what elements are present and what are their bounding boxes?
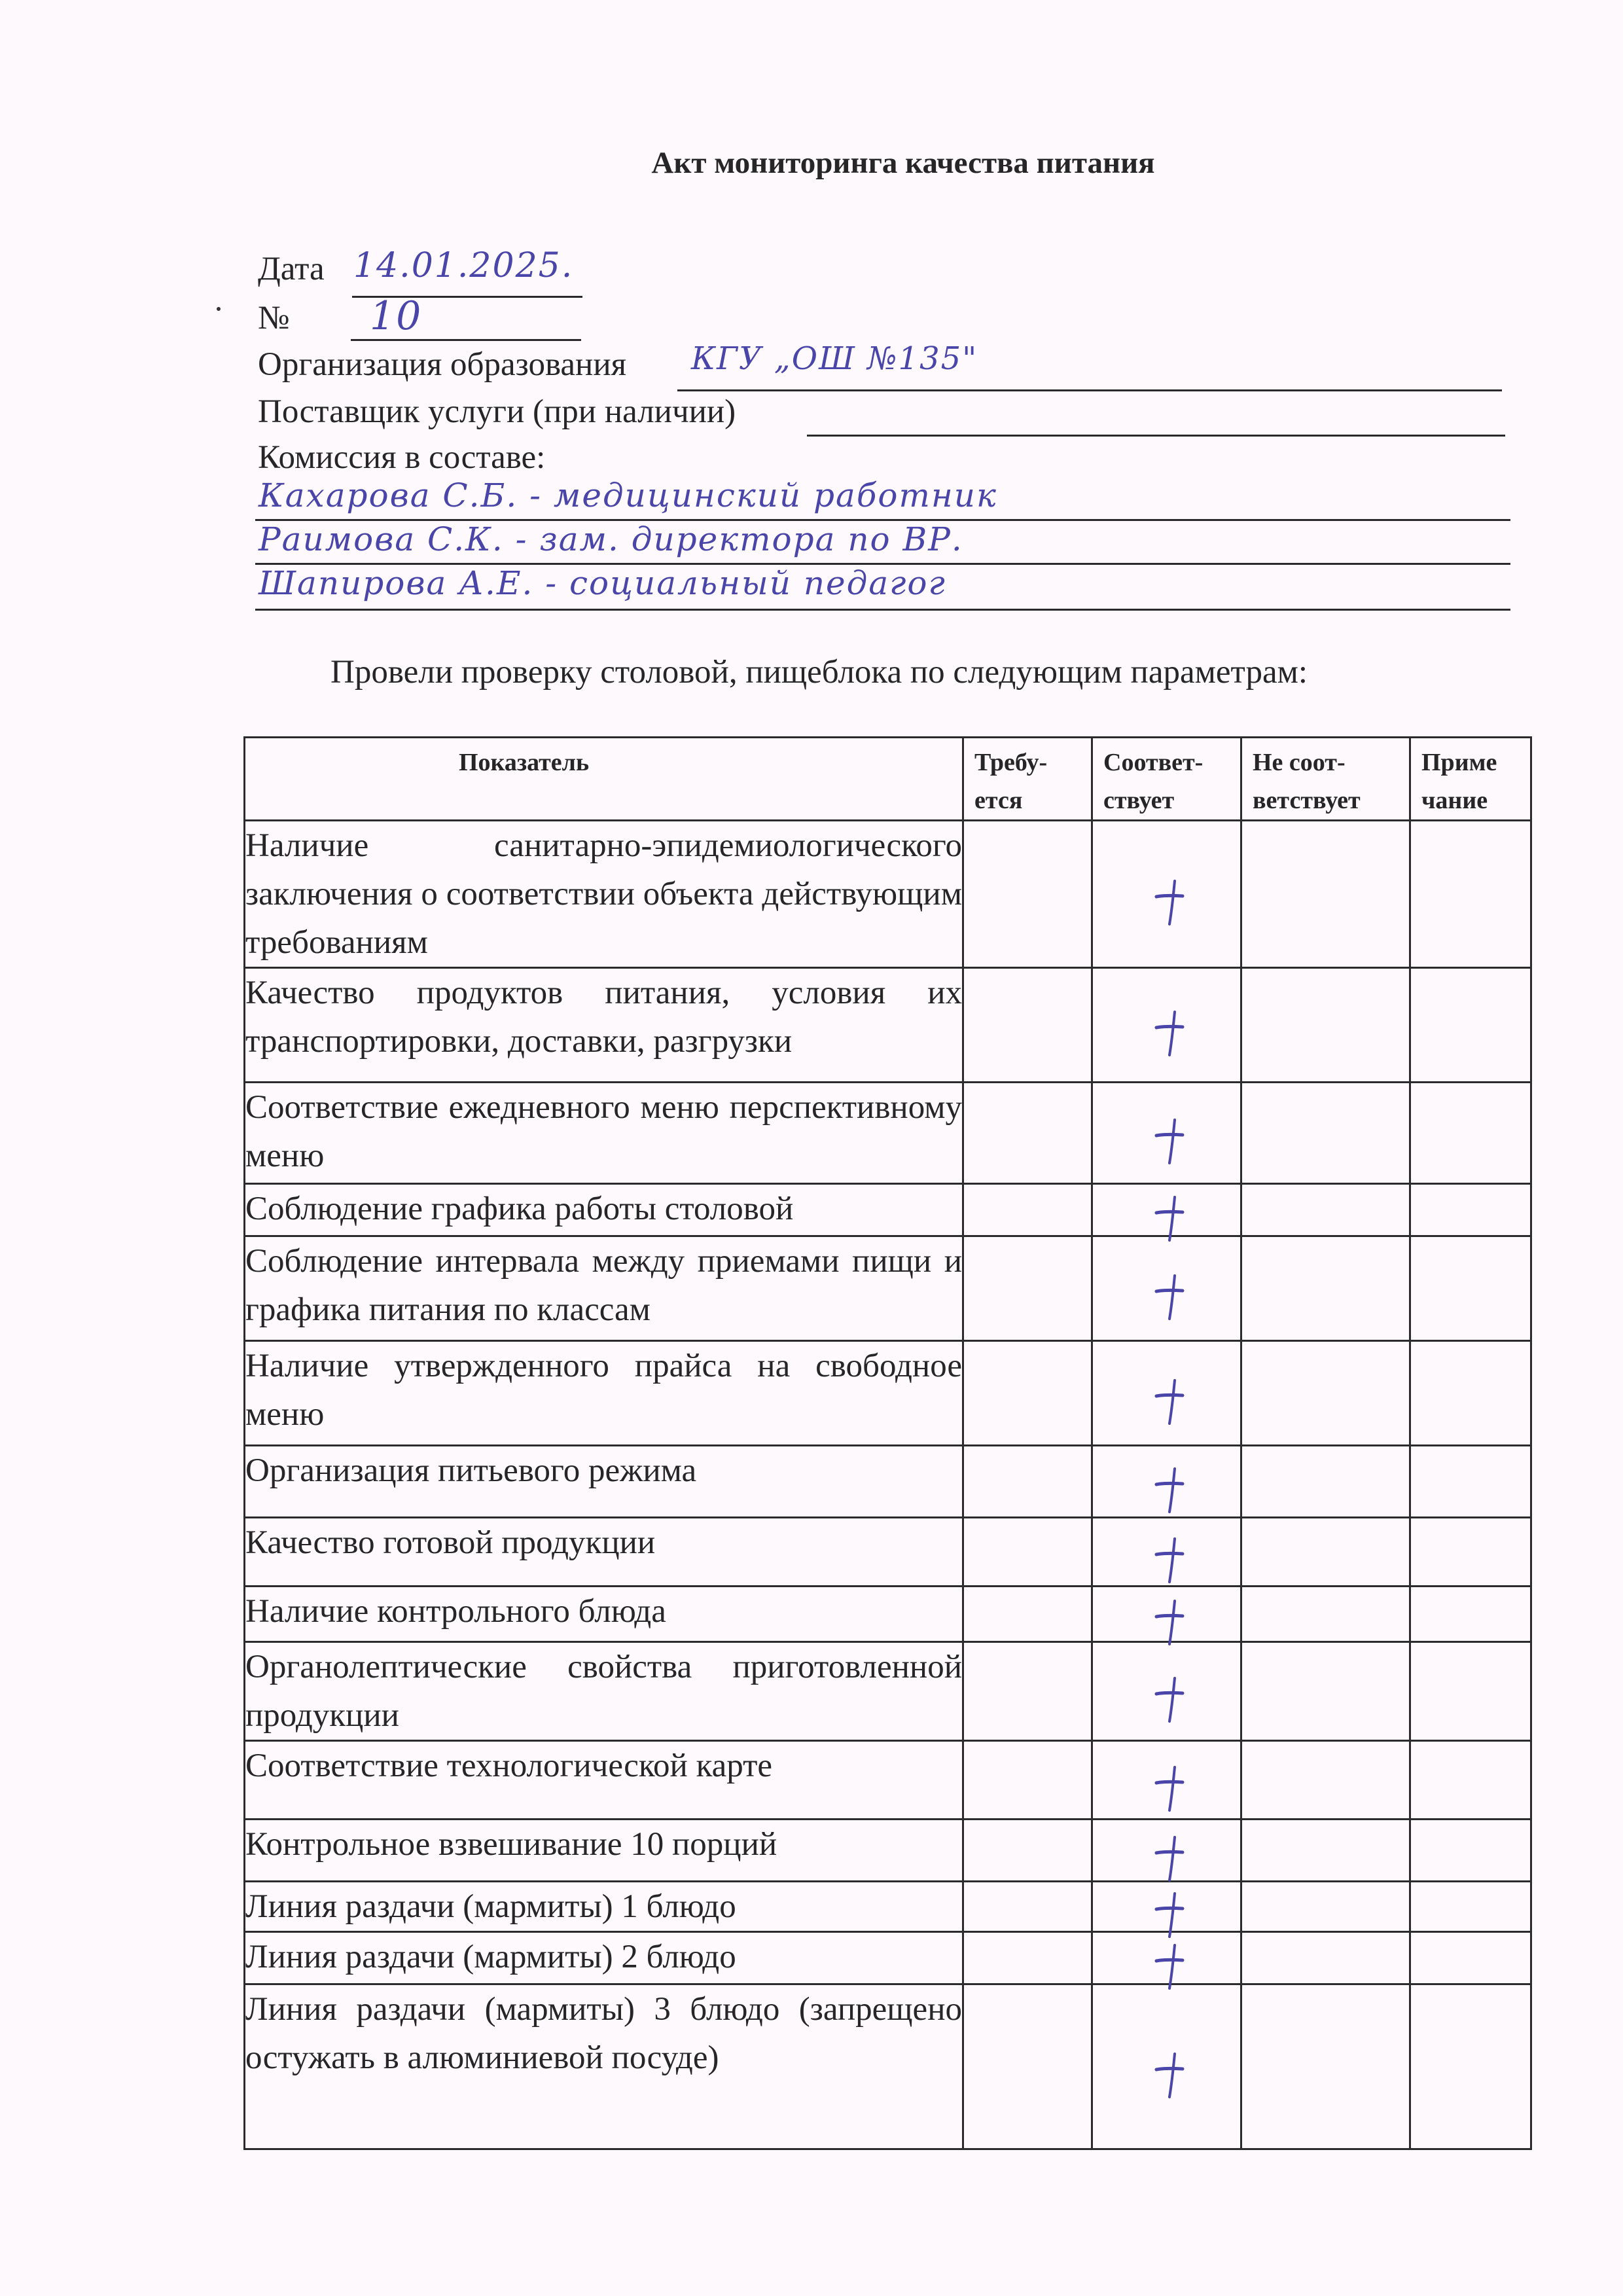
compliant-cell[interactable] xyxy=(1092,1932,1241,1984)
number-underline xyxy=(351,339,581,341)
indicator-cell: Соответствие ежедневного меню перспективному меню xyxy=(245,1083,963,1184)
commission-member-2[interactable]: Раимова С.К. - зам. директора по ВР. xyxy=(259,520,963,558)
non-compliant-cell[interactable] xyxy=(1241,1882,1410,1932)
note-cell[interactable] xyxy=(1410,1518,1531,1587)
commission-line-3 xyxy=(255,609,1510,611)
non-compliant-cell[interactable] xyxy=(1241,1446,1410,1518)
handwritten-plus-icon xyxy=(1152,2053,1189,2098)
compliant-cell[interactable] xyxy=(1092,1341,1241,1446)
non-compliant-cell[interactable] xyxy=(1241,1184,1410,1236)
handwritten-plus-icon xyxy=(1152,1011,1189,1056)
table-row xyxy=(245,1341,1531,1446)
non-compliant-cell[interactable] xyxy=(1241,1932,1410,1984)
required-cell[interactable] xyxy=(963,1083,1092,1184)
required-cell[interactable] xyxy=(963,1820,1092,1882)
note-cell[interactable] xyxy=(1410,1184,1531,1236)
indicator-cell: Линия раздачи (мармиты) 2 блюдо xyxy=(245,1932,963,1984)
indicator-cell: Органолептические свойства приготовленной продукции xyxy=(245,1642,963,1741)
required-cell[interactable] xyxy=(963,1741,1092,1820)
supplier-label: Поставщик услуги (при наличии) xyxy=(258,393,736,430)
handwritten-plus-icon xyxy=(1152,1766,1189,1812)
handwritten-plus-icon xyxy=(1152,1892,1189,1938)
note-cell[interactable] xyxy=(1410,1341,1531,1446)
header-required-line1: Требу- xyxy=(974,749,1048,776)
non-compliant-cell[interactable] xyxy=(1241,1236,1410,1341)
inspection-table xyxy=(243,736,1532,2150)
document-title: Акт мониторинга качества питания xyxy=(651,146,1155,180)
handwritten-plus-icon xyxy=(1152,1600,1189,1645)
handwritten-plus-icon xyxy=(1152,1467,1189,1513)
note-cell[interactable] xyxy=(1410,968,1531,1083)
compliant-cell[interactable] xyxy=(1092,1518,1241,1587)
note-cell[interactable] xyxy=(1410,1446,1531,1518)
indicator-cell: Соответствие технологической карте xyxy=(245,1741,963,1820)
non-compliant-cell[interactable] xyxy=(1241,1518,1410,1587)
note-cell[interactable] xyxy=(1410,1083,1531,1184)
non-compliant-cell[interactable] xyxy=(1241,1083,1410,1184)
indicator-cell: Наличие контрольного блюда xyxy=(245,1587,963,1642)
compliant-cell[interactable] xyxy=(1092,1642,1241,1741)
header-non-compliant xyxy=(1241,738,1410,821)
handwritten-plus-icon xyxy=(1152,1274,1189,1320)
header-compliant-line1: Соответ- xyxy=(1103,749,1204,776)
header-non-compliant-line1: Не соот- xyxy=(1253,749,1346,776)
required-cell[interactable] xyxy=(963,1184,1092,1236)
header-indicator: Показатель xyxy=(245,738,963,821)
header-non-compliant-line2: ветствует xyxy=(1253,787,1361,814)
non-compliant-cell[interactable] xyxy=(1241,1341,1410,1446)
note-cell[interactable] xyxy=(1410,1587,1531,1642)
header-compliant-line2: ствует xyxy=(1103,787,1175,814)
non-compliant-cell[interactable] xyxy=(1241,1587,1410,1642)
compliant-cell[interactable] xyxy=(1092,1882,1241,1932)
table-row xyxy=(245,1820,1531,1882)
table-row xyxy=(245,1236,1531,1341)
indicator-cell: Соблюдение графика работы столовой xyxy=(245,1184,963,1236)
indicator-cell: Линия раздачи (мармиты) 1 блюдо xyxy=(245,1882,963,1932)
header-note-line1: Приме xyxy=(1421,749,1497,776)
commission-member-1[interactable]: Кахарова С.Б. - медицинский работник xyxy=(259,476,997,514)
table-row xyxy=(245,821,1531,968)
note-cell[interactable] xyxy=(1410,1236,1531,1341)
compliant-cell[interactable] xyxy=(1092,1587,1241,1642)
non-compliant-cell[interactable] xyxy=(1241,1984,1410,2149)
indicator-cell: Качество продуктов питания, условия их транспортировки, доставки, разгрузки xyxy=(245,968,963,1083)
table-row xyxy=(245,1446,1531,1518)
compliant-cell[interactable] xyxy=(1092,1083,1241,1184)
indicator-cell: Наличие утвержденного прайса на свободное меню xyxy=(245,1341,963,1446)
non-compliant-cell[interactable] xyxy=(1241,1741,1410,1820)
required-cell[interactable] xyxy=(963,968,1092,1083)
indicator-cell: Контрольное взвешивание 10 порций xyxy=(245,1820,963,1882)
handwritten-plus-icon xyxy=(1152,880,1189,925)
organization-underline xyxy=(677,389,1502,391)
intro-text: Провели проверку столовой, пищеблока по следующим параметрам: xyxy=(330,654,1308,691)
header-note-line2: чание xyxy=(1421,787,1488,814)
number-label: № xyxy=(258,300,290,336)
required-cell[interactable] xyxy=(963,1236,1092,1341)
header-compliant xyxy=(1092,738,1241,821)
organization-value[interactable]: КГУ „ОШ №135" xyxy=(691,340,978,377)
required-cell[interactable] xyxy=(963,821,1092,968)
compliant-cell[interactable] xyxy=(1092,1820,1241,1882)
handwritten-plus-icon xyxy=(1152,1379,1189,1425)
commission-label: Комиссия в составе: xyxy=(258,439,546,476)
table-row xyxy=(245,1741,1531,1820)
header-note xyxy=(1410,738,1531,821)
handwritten-plus-icon xyxy=(1152,1119,1189,1164)
compliant-cell[interactable] xyxy=(1092,1984,1241,2149)
required-cell[interactable] xyxy=(963,1984,1092,2149)
table-row xyxy=(245,1882,1531,1932)
note-cell[interactable] xyxy=(1410,1984,1531,2149)
compliant-cell[interactable] xyxy=(1092,821,1241,968)
compliant-cell[interactable] xyxy=(1092,1236,1241,1341)
non-compliant-cell[interactable] xyxy=(1241,821,1410,968)
table-row xyxy=(245,1932,1531,1984)
required-cell[interactable] xyxy=(963,1587,1092,1642)
non-compliant-cell[interactable] xyxy=(1241,1820,1410,1882)
handwritten-plus-icon xyxy=(1152,1677,1189,1723)
header-required xyxy=(963,738,1092,821)
required-cell[interactable] xyxy=(963,1446,1092,1518)
note-cell[interactable] xyxy=(1410,1642,1531,1741)
required-cell[interactable] xyxy=(963,1882,1092,1932)
date-label: Дата xyxy=(258,251,325,287)
table-row xyxy=(245,1083,1531,1184)
commission-member-3[interactable]: Шапирова А.Е. - социальный педагог xyxy=(259,564,946,602)
compliant-cell[interactable] xyxy=(1092,1184,1241,1236)
note-cell[interactable] xyxy=(1410,1932,1531,1984)
note-cell[interactable] xyxy=(1410,1741,1531,1820)
note-cell[interactable] xyxy=(1410,821,1531,968)
handwritten-plus-icon xyxy=(1152,1944,1189,1990)
table-row xyxy=(245,1984,1531,2149)
compliant-cell[interactable] xyxy=(1092,968,1241,1083)
indicator-cell: Организация питьевого режима xyxy=(245,1446,963,1518)
scan-speck xyxy=(217,307,221,311)
table-row xyxy=(245,1518,1531,1587)
table-row xyxy=(245,1587,1531,1642)
non-compliant-cell[interactable] xyxy=(1241,968,1410,1083)
table-row xyxy=(245,1642,1531,1741)
number-value[interactable]: 10 xyxy=(370,293,423,339)
handwritten-plus-icon xyxy=(1152,1836,1189,1882)
required-cell[interactable] xyxy=(963,1932,1092,1984)
handwritten-plus-icon xyxy=(1152,1537,1189,1583)
supplier-underline xyxy=(807,435,1505,437)
indicator-cell: Наличие санитарно-эпидемиологического заключения о соответствии объекта действующим требованиям xyxy=(245,821,963,968)
table-header-row xyxy=(245,738,1531,821)
compliant-cell[interactable] xyxy=(1092,1446,1241,1518)
indicator-cell: Линия раздачи (мармиты) 3 блюдо (запрещено остужать в алюминиевой посуде) xyxy=(245,1984,963,2149)
required-cell[interactable] xyxy=(963,1642,1092,1741)
table-row xyxy=(245,1184,1531,1236)
indicator-cell: Соблюдение интервала между приемами пищи и графика питания по классам xyxy=(245,1236,963,1341)
handwritten-plus-icon xyxy=(1152,1196,1189,1242)
table-row xyxy=(245,968,1531,1083)
non-compliant-cell[interactable] xyxy=(1241,1642,1410,1741)
note-cell[interactable] xyxy=(1410,1882,1531,1932)
organization-label: Организация образования xyxy=(258,346,627,383)
note-cell[interactable] xyxy=(1410,1820,1531,1882)
compliant-cell[interactable] xyxy=(1092,1741,1241,1820)
required-cell[interactable] xyxy=(963,1341,1092,1446)
header-required-line2: ется xyxy=(974,787,1023,814)
date-value[interactable]: 14.01.2025. xyxy=(353,246,574,285)
required-cell[interactable] xyxy=(963,1518,1092,1587)
indicator-cell: Качество готовой продукции xyxy=(245,1518,963,1587)
